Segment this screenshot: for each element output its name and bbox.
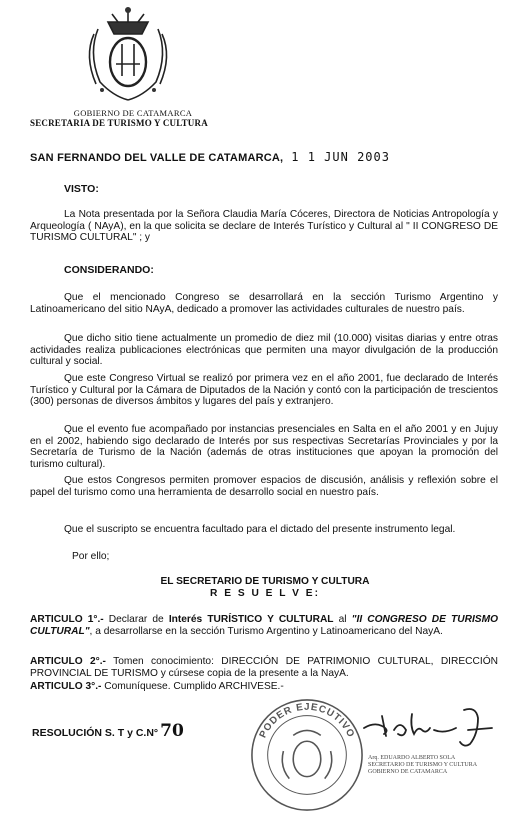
- resolution-label: RESOLUCIÓN S. T y C.N°: [32, 727, 159, 739]
- considerando-paragraph-4: Que el evento fue acompañado por instancias presenciales en Salta en el año 2001 y en Jujuy en el 2002, habiendo sigo declarado de Interés por sus respectivas Secretarías Provinciales y por la Secretaría de Turismo de la Nación (además de otras instituciones que apoyan la promoción del turismo cultural).: [30, 424, 498, 470]
- article-1-text-b: al: [333, 614, 352, 625]
- article-1-label: ARTICULO 1°.-: [30, 614, 104, 625]
- considerando-paragraph-1: Que el mencionado Congreso se desarrollará en la sección Turismo Argentino y Latinoamericano del sitio NAyA, dedicado a promover las actividades culturales de nuestro país.: [30, 292, 498, 315]
- signer-role: SECRETARIO DE TURISMO Y CULTURA: [368, 762, 478, 768]
- article-1: [30, 614, 498, 637]
- place-text: SAN FERNANDO DEL VALLE DE CATAMARCA,: [30, 152, 284, 164]
- svg-text:PODER EJECUTIVO: [258, 702, 357, 740]
- resolution-number-line: [32, 721, 184, 741]
- seal-text: PODER EJECUTIVO: [257, 701, 357, 740]
- considerando-paragraph-2: Que dicho sitio tiene actualmente un promedio de diez mil (10.000) visitas diarias y entre otras actividades realiza publicaciones electrónicas que permiten una mayor divulgación de la producción cultural y social.: [30, 333, 498, 368]
- visto-heading: VISTO:: [64, 183, 99, 195]
- article-2: [30, 656, 498, 679]
- resolution-number: 70: [160, 721, 184, 741]
- signer-name: Arq. EDUARDO ALBERTO SOLA: [368, 755, 456, 761]
- official-seal-icon: [248, 696, 366, 814]
- date-stamp: 1 1 JUN 2003: [291, 150, 390, 164]
- signature-icon: [360, 700, 500, 750]
- article-3-label: ARTICULO 3°.-: [30, 681, 102, 692]
- coat-of-arms-icon: [78, 4, 178, 104]
- considerando-paragraph-3: Que este Congreso Virtual se realizó por primera vez en el año 2001, fue declarado de Interés Turístico y Cultural por la Cámara de Diputados de la Nación y contó con la participación de trescientos (300) personas de diversos ámbitos y lugares del país y extranjero.: [30, 373, 498, 408]
- resolution-authority: EL SECRETARIO DE TURISMO Y CULTURA: [160, 576, 370, 587]
- signature-block: [368, 755, 478, 776]
- por-ello-line: Por ello;: [72, 551, 110, 562]
- place-date-line: [30, 150, 390, 164]
- article-1-text-c: , a desarrollarse en la sección Turismo Argentino y Latinoamericano del NayA.: [89, 625, 443, 637]
- secretariat-name: SECRETARIA DE TURISMO Y CULTURA: [30, 118, 208, 128]
- considerando-heading: CONSIDERANDO:: [64, 264, 154, 276]
- article-3: [30, 681, 498, 693]
- article-2-label: ARTICULO 2°.-: [30, 656, 106, 667]
- signer-org: GOBIERNO DE CATAMARCA: [368, 769, 448, 775]
- government-name: GOBIERNO DE CATAMARCA: [73, 108, 193, 118]
- resuelve-heading: R E S U E L V E:: [210, 588, 320, 599]
- article-1-event-name: "II CONGRESO DE TURISMO CULTURAL": [30, 614, 498, 637]
- article-1-text-a: Declarar de: [103, 614, 169, 625]
- article-1-declaration: Interés TURÍSTICO Y CULTURAL: [168, 614, 334, 625]
- considerando-paragraph-6: Que el suscripto se encuentra facultado para el dictado del presente instrumento legal.: [64, 524, 456, 535]
- article-3-text: Comuníquese. Cumplido ARCHIVESE.-: [101, 681, 284, 692]
- considerando-paragraph-5: Que estos Congresos permiten promover espacios de discusión, análisis y reflexión sobre el papel del turismo como una herramienta de desarrollo social en nuestro país.: [30, 475, 498, 498]
- visto-paragraph: La Nota presentada por la Señora Claudia María Cóceres, Directora de Noticias Antropología y Arqueología ( NAyA), en la que solicita se declare de Interés Turístico y Cultural al " II CONGRESO DE TURISMO CULTURAL" ; y: [30, 209, 498, 244]
- article-2-text: Tomen conocimiento: DIRECCIÓN DE PATRIMONIO CULTURAL, DIRECCIÓN PROVINCIAL DE TURISMO y cúrsese copia de la presente a la NayA.: [30, 656, 498, 679]
